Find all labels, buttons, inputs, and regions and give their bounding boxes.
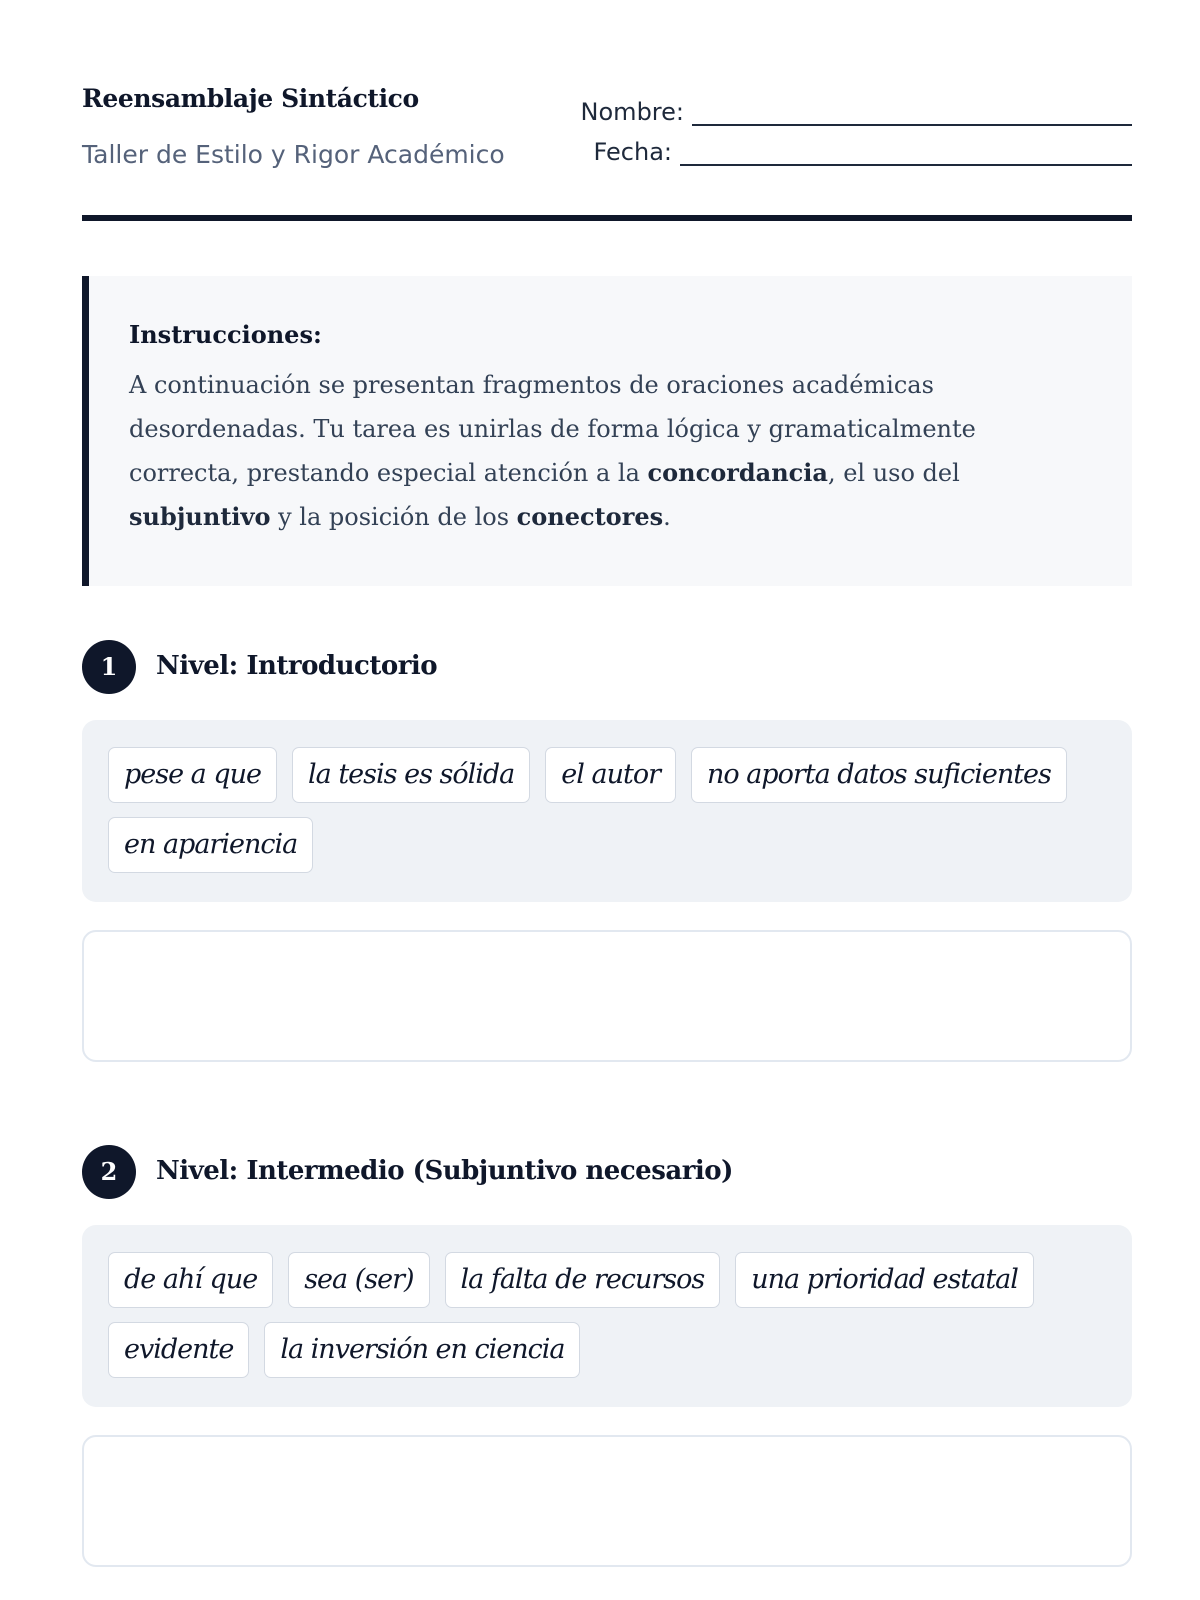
instructions-text-part: A continuación se presentan fragmentos de oraciones académicas desordenadas. Tu tarea es unirlas de forma lógica y gramaticalmente correcta, prestando especial atención a la xyxy=(129,371,976,487)
exercise-1 xyxy=(82,640,1132,860)
worksheet-subtitle: Taller de Estilo y Rigor Académico xyxy=(82,140,505,169)
instructions-text-part: y la posición de los xyxy=(270,503,517,531)
exercise-title: Nivel: Intermedio (Subjuntivo necesario) xyxy=(156,1156,733,1186)
fragment-chip[interactable]: la inversión en ciencia xyxy=(264,1322,580,1378)
name-label: Nombre: xyxy=(580,98,684,126)
fragment-chip[interactable]: pese a que xyxy=(108,747,277,803)
instructions-text-part: , el uso del xyxy=(827,459,960,487)
exercise-number-badge: 2 xyxy=(82,1145,136,1199)
date-label: Fecha: xyxy=(593,138,672,166)
keyword-conectores: conectores xyxy=(516,502,664,531)
fragment-chip[interactable]: sea (ser) xyxy=(288,1252,429,1308)
fragment-bank xyxy=(82,720,1132,902)
fragment-chip[interactable]: el autor xyxy=(545,747,676,803)
fragment-chip[interactable]: la tesis es sólida xyxy=(292,747,530,803)
exercise-heading xyxy=(82,1145,1132,1199)
header-divider xyxy=(82,215,1132,221)
exercise-heading xyxy=(82,640,1132,694)
keyword-concordancia: concordancia xyxy=(647,458,828,487)
name-input-line[interactable] xyxy=(692,100,1132,126)
fragment-chip[interactable]: no aporta datos suficientes xyxy=(691,747,1067,803)
instructions-heading: Instrucciones: xyxy=(129,320,322,349)
exercise-title: Nivel: Introductorio xyxy=(156,651,438,681)
name-field xyxy=(581,98,1132,126)
exercise-number-badge: 1 xyxy=(82,640,136,694)
fragment-chip[interactable]: en apariencia xyxy=(108,817,313,873)
keyword-subjuntivo: subjuntivo xyxy=(129,502,271,531)
fragment-bank xyxy=(82,1225,1132,1407)
instructions-panel xyxy=(82,276,1132,586)
answer-box[interactable] xyxy=(82,930,1132,1062)
worksheet-title: Reensamblaje Sintáctico xyxy=(82,84,419,113)
worksheet-header xyxy=(82,80,1132,169)
fragment-chip[interactable]: la falta de recursos xyxy=(445,1252,721,1308)
fragment-chip[interactable]: de ahí que xyxy=(108,1252,273,1308)
instructions-text-part: . xyxy=(663,503,671,531)
date-input-line[interactable] xyxy=(680,140,1132,166)
answer-box[interactable] xyxy=(82,1435,1132,1567)
fragment-chip[interactable]: evidente xyxy=(108,1322,249,1378)
date-field xyxy=(594,138,1132,166)
exercise-2 xyxy=(82,1145,1132,1365)
fragment-chip[interactable]: una prioridad estatal xyxy=(735,1252,1034,1308)
instructions-text xyxy=(129,363,1092,539)
